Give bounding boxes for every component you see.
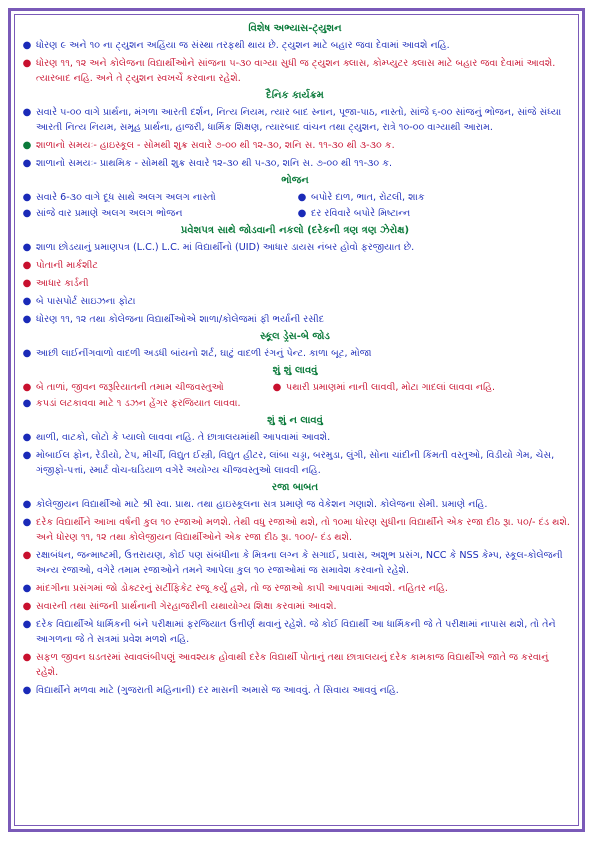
bullet-icon: ● bbox=[22, 140, 32, 151]
list-item: ● આધાર કાર્ડની bbox=[22, 278, 89, 289]
list-item: ● સવારે ૫-૦૦ વાગે પ્રાર્થના, મંગળા આરતી દર્શન, નિત્ય નિયમ, ત્યાર બાદ સ્નાન, પૂજા-પાઠ, નાસ્તો, સાંજે ૬-૦૦ સાંજનું ભોજન, સાંજે સંધ્યા આરતી નિત્ય નિયમ, સમૂહ પ્રાર્થના, હાજરી, ધાર્મિક શિક્ષણ, ત્યારબાદ વાંચન તથા ટ્યુશન, રાત્રે ૧૦-૦૦ વાગ્યાથી આરામ. bbox=[22, 107, 562, 133]
bullet-icon: ● bbox=[22, 550, 32, 561]
section-title-meals: ભોજન bbox=[281, 175, 309, 186]
list-item: ● રક્ષાબંધન, જન્માષ્ટમી, ઉત્તરાયણ, કોઈ પણ સંબંધીના કે મિત્રના લગ્ન કે સગાઈ, પ્રવાસ, અશુભ પ્રસંગ, NCC કે NSS કેમ્પ, સ્કૂલ-કોલેજની અન્ય રજાઓ, વગેરે તમામ રજાઓને તમને આપેલા કુલ ૧૦ રજાઓમાં જ સમાવેશ કરવાનો રહેશે. bbox=[22, 550, 563, 576]
list-item: ● બે તાળાં, જીવન જરૂરિયાતની તમામ ચીજવસ્તુઓ bbox=[22, 382, 224, 393]
section-title-tuition: વિશેષ અભ્યાસ-ટ્યુશન bbox=[248, 23, 342, 34]
meals-left-column bbox=[20, 190, 295, 222]
bullet-icon: ● bbox=[22, 450, 32, 461]
list-item: ● કપડાં લટકાવવા માટે ૧ ડઝન હેંગર ફરજિયાત લાવવા. bbox=[22, 398, 241, 409]
bring-two-column bbox=[20, 380, 570, 396]
bullet-icon: ● bbox=[22, 348, 32, 359]
bullet-icon: ● bbox=[22, 107, 32, 118]
section-title-daily-schedule: દૈનિક કાર્યક્રમ bbox=[266, 90, 324, 101]
bullet-icon: ● bbox=[22, 192, 32, 203]
bullet-icon: ● bbox=[22, 382, 32, 393]
list-item: ● કોલેજીયન વિદ્યાર્થીઓ માટે શ્રી સ્વા. પ્રાથ. તથા હાઇસ્કૂલના સત્ર પ્રમાણે જ વેકેશન ગણાશે. કોલેજના સેમી. પ્રમાણે નહિ. bbox=[22, 499, 488, 510]
section-title-leave-rules: રજા બાબત bbox=[271, 482, 319, 493]
bullet-icon: ● bbox=[297, 208, 307, 219]
bullet-icon: ● bbox=[22, 517, 32, 528]
bullet-icon: ● bbox=[22, 601, 32, 612]
list-item: ● શાળા છોડયાનું પ્રમાણપત્ર (L.C.) L.C. માં વિદ્યાર્થીનો (UID) આધાર ડાયસ નંબર હોવો ફરજીયાત છે. bbox=[22, 242, 415, 253]
list-item: ● દરેક વિદ્યાર્થીએ ધાર્મિકની બંને પરીક્ષામાં ફરજિયાત ઉત્તીર્ણ થવાનું રહેશે. જે કોઈ વિદ્યાર્થી આ ધાર્મિકની જે તે પરીક્ષામાં નાપાસ થશે, તો તેને આગળના જે તે સત્રમાં પ્રવેશ મળશે નહિ. bbox=[22, 619, 556, 645]
bullet-icon: ● bbox=[297, 192, 307, 203]
bullet-icon: ● bbox=[22, 314, 32, 325]
list-item: ● વિદ્યાર્થીને મળવા માટે (ગુજરાતી મહિનાની) દર માસની અમાસે જ આવવું. તે સિવાય આવવું નહિ. bbox=[22, 685, 399, 696]
bullet-icon: ● bbox=[22, 242, 32, 253]
bring-left-column bbox=[20, 380, 270, 396]
list-item: ● દર રવિવારે બપોરે મિષ્ટાન્ન bbox=[297, 208, 411, 219]
list-item: ● શાળાનો સમયઃ- હાઇસ્કૂલ - સોમથી શુક્ર સવારે ૭-૦૦ થી ૧૨-૩૦, શનિ સ. ૧૧-૩૦ થી ૩-૩૦ ક. bbox=[22, 140, 395, 151]
bullet-icon: ● bbox=[22, 398, 32, 409]
bullet-icon: ● bbox=[22, 499, 32, 510]
section-title-what-not-to-bring: શું શું ન લાવવું bbox=[267, 415, 323, 426]
bullet-icon: ● bbox=[22, 583, 32, 594]
bullet-icon: ● bbox=[22, 685, 32, 696]
bullet-icon: ● bbox=[22, 58, 32, 69]
bullet-icon: ● bbox=[22, 432, 32, 443]
list-item: ● બપોરે દાળ, ભાત, રોટલી, શાક bbox=[297, 192, 425, 203]
list-item: ● બે પાસપોર્ટ સાઇઝના ફોટા bbox=[22, 296, 136, 307]
bullet-icon: ● bbox=[22, 278, 32, 289]
list-item: ● મોબાઈલ ફોન, રેડીયો, ટેપ, મીર્ચી, વિદ્યુત ઈસ્ત્રી, વિદ્યુત હીટર, લાંબા ચડ્ડા, બરમુડા, લુંગી, સોના ચાંદીની કિંમતી વસ્તુઓ, વિડીયો ગેમ, ચેસ, ગંજીફો-પત્તાં, સ્માર્ટ વોચ-ઘડિયાળ વગેરે અયોગ્ય ચીજવસ્તુઓ લાવવી નહિ. bbox=[22, 450, 555, 476]
bullet-icon: ● bbox=[22, 158, 32, 169]
section-title-what-to-bring: શું શું લાવવું bbox=[272, 365, 318, 376]
list-item: ● પોતાની માર્કશીટ bbox=[22, 260, 98, 271]
list-item: ● થાળી, વાટકો, લોટો કે પ્યાલો લાવવા નહિ. તે છાત્રાલયમાંથી આપવામાં આવશે. bbox=[22, 432, 331, 443]
list-item: ● ધોરણ ૧૧, ૧૨ તથા કોલેજના વિદ્યાર્થીઓએ શાળા/કોલેજમાં ફી ભર્યાની રસીદ bbox=[22, 314, 325, 325]
list-item: ● સવારે 6-૩૦ વાગે દૂધ સાથે અલગ અલગ નાસ્તો bbox=[22, 192, 216, 203]
section-title-uniform: સ્કૂલ ડ્રેસ-બે જોડ bbox=[260, 331, 330, 342]
list-item: ● દરેક વિદ્યાર્થીને આખા વર્ષની કુલ ૧૦ રજાઓ મળશે. તેથી વધુ રજાઓ થશે, તો ૧૦મા ધોરણ સુધીના વિદ્યાર્થીને એક રજા દીઠ રૂા. ૫૦/- દંડ થશે. અને ધોરણ ૧૧, ૧૨ તથા કોલેજીયન વિદ્યાર્થીઓને એક રજા દીઠ રૂા. ૧૦૦/- દંડ થશે. bbox=[22, 517, 570, 543]
rules-document bbox=[20, 20, 570, 701]
bullet-icon: ● bbox=[22, 40, 32, 51]
list-item: ● માંદગીના પ્રસંગમાં જો ડોક્ટરનું સર્ટીફિકેટ રજૂ કર્યું હશે, તો જ રજાઓ કાપી આપવામાં આવશે. નહિતર નહિ. bbox=[22, 583, 448, 594]
list-item: ● આછી લાઈનીંગવાળો વાદળી અડધી બાંયનો શર્ટ, ઘાટું વાદળી રંગનું પેન્ટ. કાળા બૂટ, મોજા bbox=[22, 348, 372, 359]
list-item: ● સફળ જીવન ઘડતરમાં સ્વાવલંબીપણું આવશ્યક હોવાથી દરેક વિદ્યાર્થી પોતાનું તથા છાત્રાલયનું દરેક કામકાજ વિદ્યાર્થીએ જાતે જ કરવાનું રહેશે. bbox=[22, 652, 549, 678]
list-item: ● સવારની તથા સાંજની પ્રાર્થનાની ગેરહાજરીની યથાયોગ્ય શિક્ષા કરવામાં આવશે. bbox=[22, 601, 337, 612]
list-item: ● ધોરણ ૯ અને ૧૦ ના ટ્યુશન અહિંયા જ સંસ્થા તરફથી થાય છે. ટ્યુશન માટે બહાર જવા દેવામાં આવશે નહિ. bbox=[22, 40, 450, 51]
list-item: ● ધોરણ ૧૧, ૧૨ અને કોલેજના વિદ્યાર્થીઓને સાંજના ૫-૩૦ વાગ્યા સુધી જ ટ્યુશન ક્લાસ, કોમ્પ્યુટર ક્લાસ માટે બહાર જવા દેવામાં આવશે. ત્યારબાદ નહિ. અને તે ટ્યુશન સ્વખર્ચે કરવાના રહેશે. bbox=[22, 58, 556, 84]
bullet-icon: ● bbox=[22, 652, 32, 663]
bullet-icon: ● bbox=[22, 296, 32, 307]
list-item: ● સાંજે વાર પ્રમાણે અલગ અલગ ભોજન bbox=[22, 208, 183, 219]
meals-right-column bbox=[295, 190, 570, 222]
bring-right-column bbox=[270, 380, 570, 396]
bullet-icon: ● bbox=[22, 260, 32, 271]
list-item: ● પથારી પ્રમાણમાં નાની લાવવી, મોટા ગાદલાં લાવવા નહિ. bbox=[272, 382, 496, 393]
section-title-documents: પ્રવેશપત્ર સાથે જોડવાની નકલો (દરેકની ત્રણ ત્રણ ઝેરોક્ષ) bbox=[180, 225, 410, 236]
bullet-icon: ● bbox=[272, 382, 282, 393]
bullet-icon: ● bbox=[22, 619, 32, 630]
list-item: ● શાળાનો સમયઃ- પ્રાથમિક - સોમથી શુક્ર સવારે ૧૨-૩૦ થી ૫-૩૦, શનિ સ. ૭-૦૦ થી ૧૧-૩૦ ક. bbox=[22, 158, 393, 169]
bullet-icon: ● bbox=[22, 208, 32, 219]
meals-two-column bbox=[20, 190, 570, 222]
